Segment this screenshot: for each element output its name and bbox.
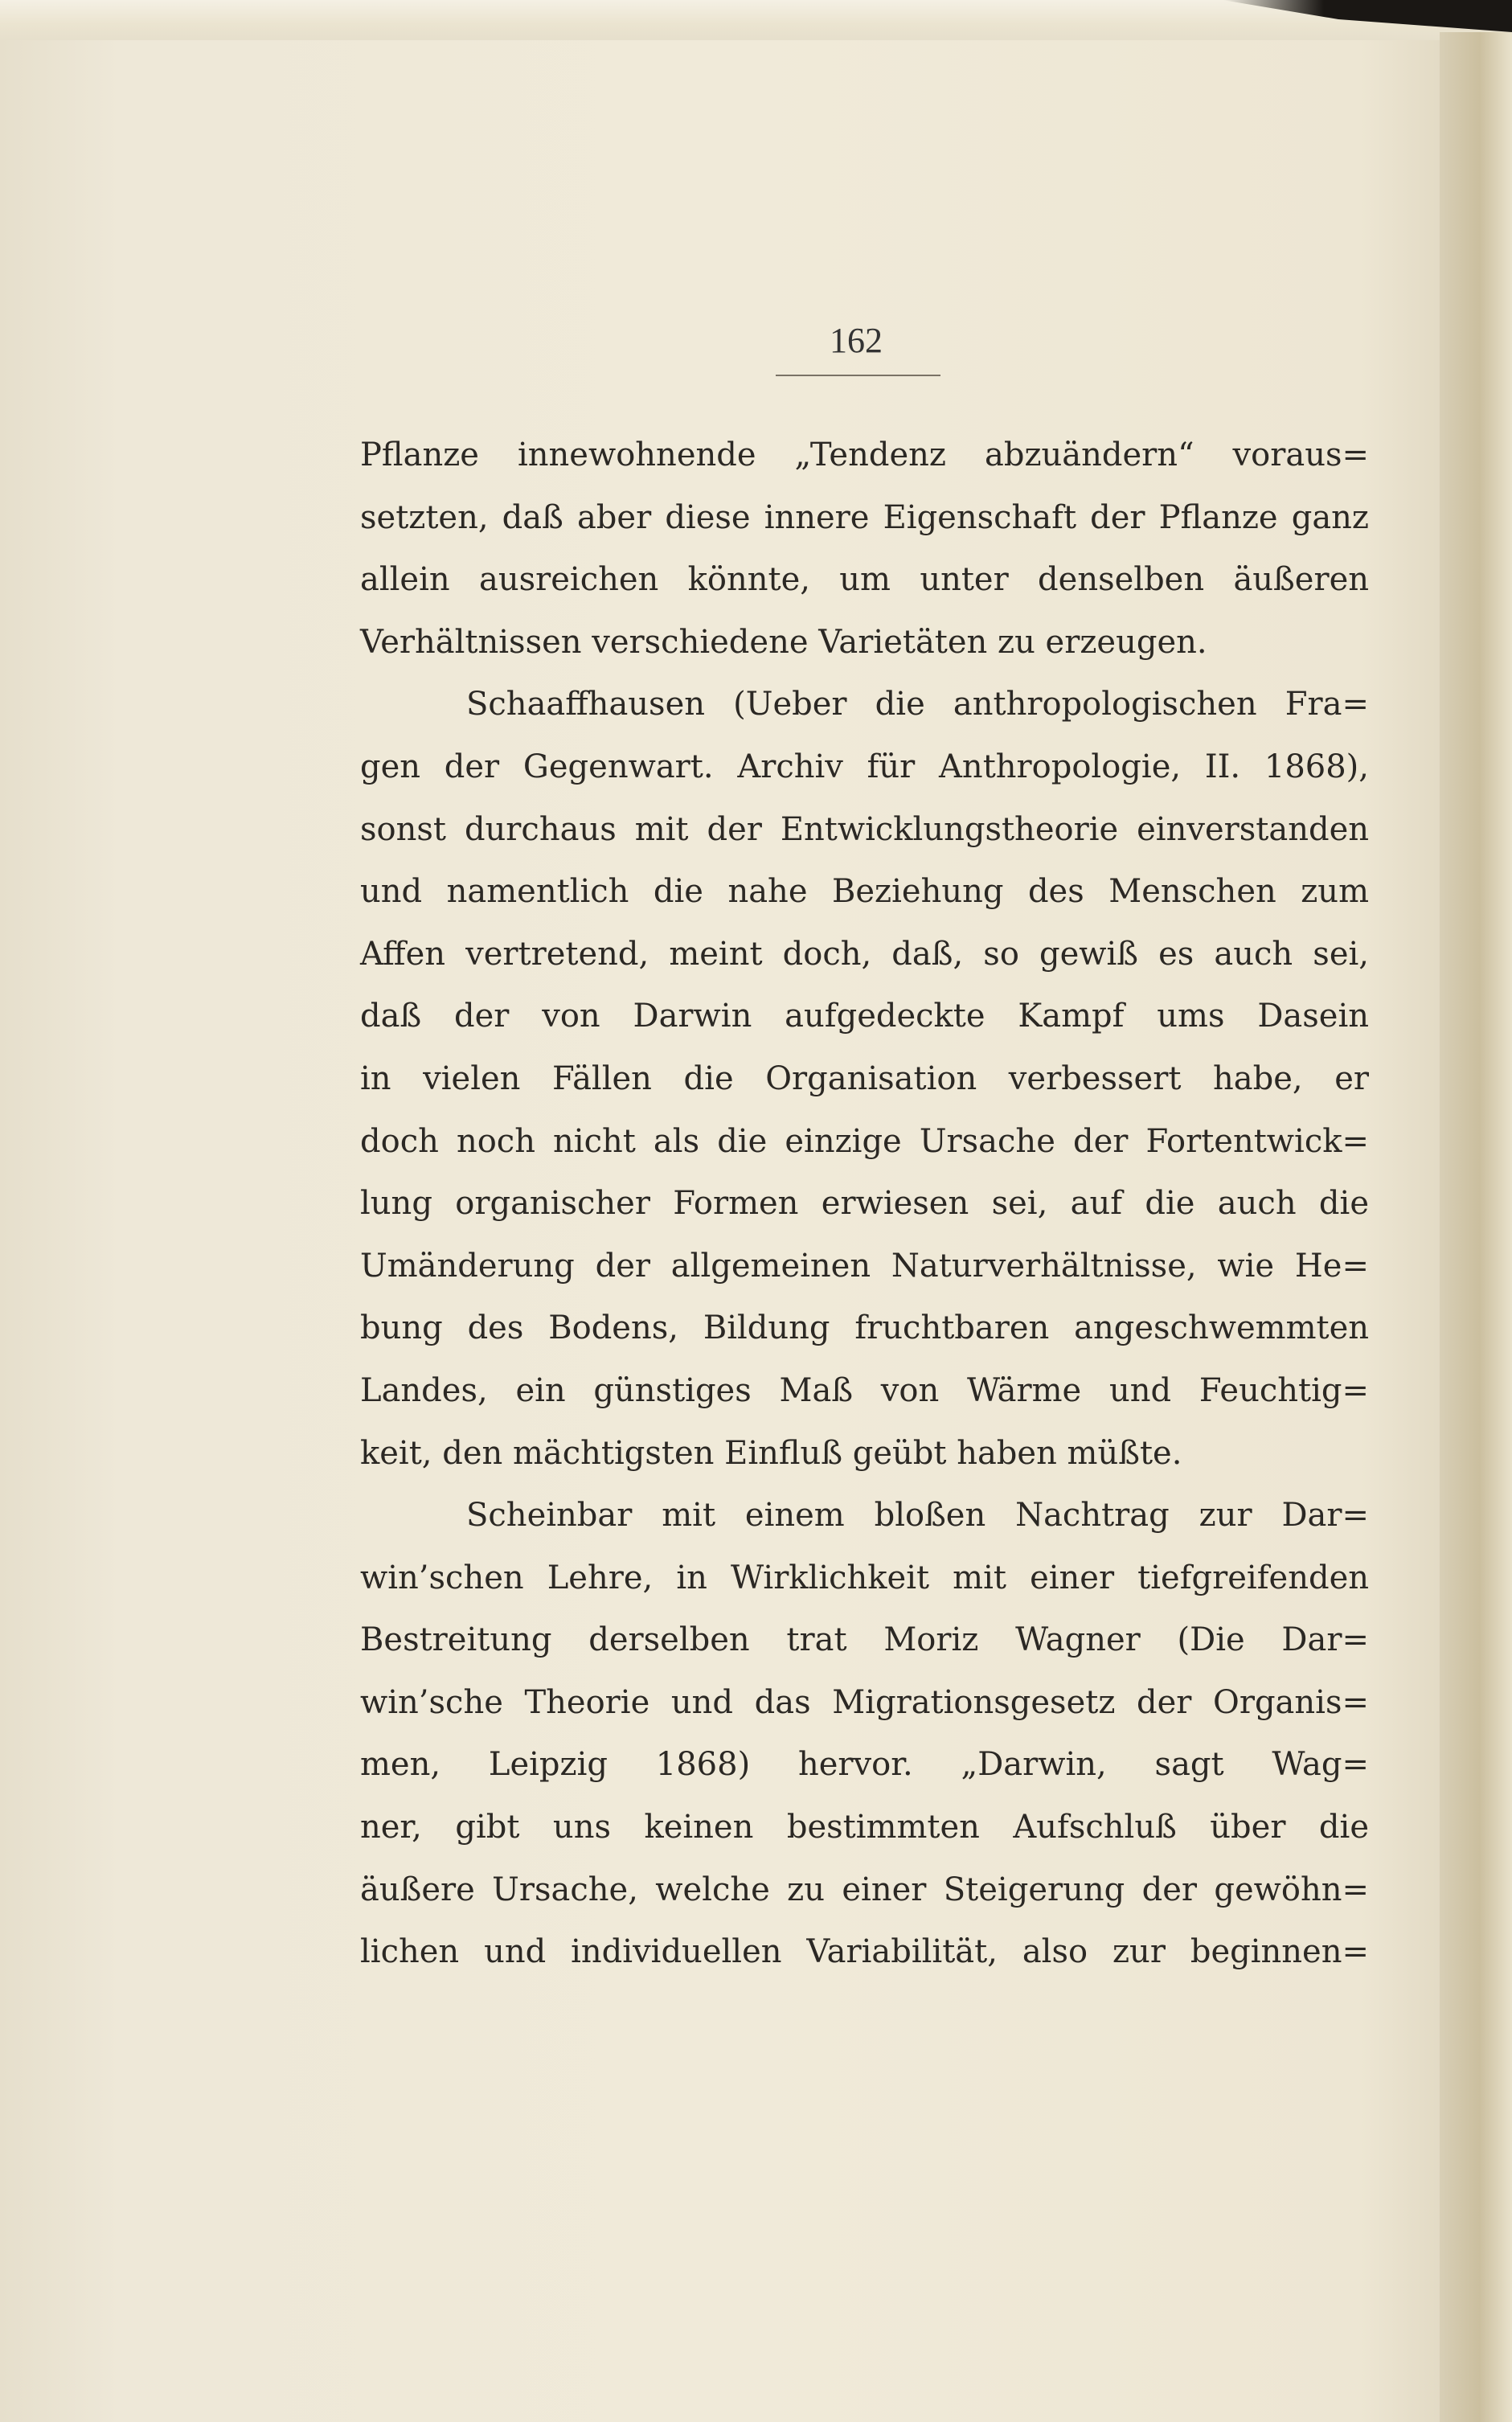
text-line: allein ausreichen könnte, um unter denselben äußeren [360, 561, 1369, 599]
text-line: ner, gibt uns keinen bestimmten Aufschluß über die [360, 1809, 1369, 1846]
page-number: 162 [830, 321, 883, 360]
text-line: Landes, ein günstiges Maß von Wärme und Feuchtig= [360, 1371, 1369, 1409]
text-line: Verhältnissen verschiedene Varietäten zu erzeugen. [360, 623, 1207, 661]
text-line: gen der Gegenwart. Archiv für Anthropologie, II. 1868), [360, 748, 1369, 785]
body-text [360, 424, 1369, 1984]
text-line: Affen vertretend, meint doch, daß, so gewiß es auch sei, [360, 935, 1369, 973]
text-line: men, Leipzig 1868) hervor. „Darwin, sagt Wag= [360, 1746, 1369, 1784]
text-line: bung des Bodens, Bildung fruchtbaren angeschwemmten [360, 1309, 1369, 1347]
text-line: Pflanze innewohnende „Tendenz abzuändern“ voraus= [360, 436, 1369, 473]
text-line: keit, den mächtigsten Einfluß geübt haben müßte. [360, 1434, 1182, 1472]
text-line: äußere Ursache, welche zu einer Steigerung der gewöhn= [360, 1871, 1369, 1908]
page-number-rule [776, 375, 940, 376]
text-line: Umänderung der allgemeinen Naturverhältnisse, wie He= [360, 1247, 1369, 1285]
text-line: Scheinbar mit einem bloßen Nachtrag zur Dar= [466, 1497, 1369, 1535]
text-line: doch noch nicht als die einzige Ursache der Fortentwick= [360, 1122, 1369, 1160]
text-line: Bestreitung derselben trat Moriz Wagner (Die Dar= [360, 1621, 1369, 1659]
text-line: sonst durchaus mit der Entwicklungstheorie einverstanden [360, 810, 1369, 848]
text-line: setzten, daß aber diese innere Eigenschaft der Pflanze ganz [360, 498, 1369, 536]
text-line: Schaaffhausen (Ueber die anthropologischen Fra= [466, 686, 1369, 723]
text-line: win’schen Lehre, in Wirklichkeit mit einer tiefgreifenden [360, 1559, 1369, 1596]
text-line: und namentlich die nahe Beziehung des Menschen zum [360, 873, 1369, 911]
text-line: lung organischer Formen erwiesen sei, auf die auch die [360, 1185, 1369, 1223]
text-line: lichen und individuellen Variabilität, also zur beginnen= [360, 1933, 1369, 1971]
text-line: daß der von Darwin aufgedeckte Kampf ums Dasein [360, 998, 1369, 1035]
text-line: win’sche Theorie und das Migrationsgesetz der Organis= [360, 1683, 1369, 1721]
text-line: in vielen Fällen die Organisation verbessert habe, er [360, 1059, 1369, 1097]
